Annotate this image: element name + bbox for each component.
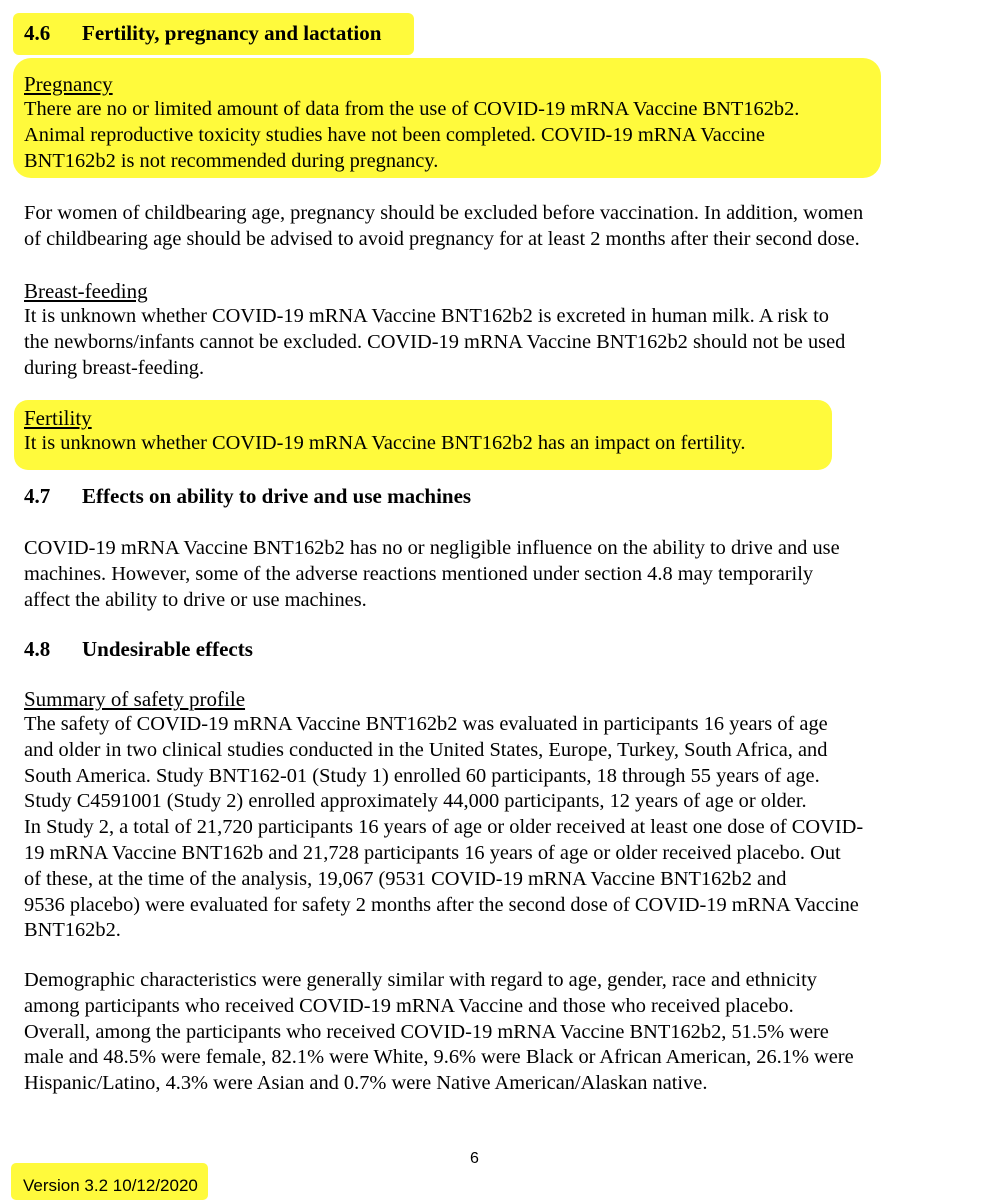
paragraph-line: affect the ability to drive or use machines. xyxy=(24,588,367,611)
paragraph-line: during breast-feeding. xyxy=(24,356,205,379)
paragraph-line: South America. Study BNT162-01 (Study 1) enrolled 60 participants, 18 through 55 years of age. xyxy=(24,764,820,787)
paragraph-line: 19 mRNA Vaccine BNT162b and 21,728 participants 16 years of age or older received placebo. Out xyxy=(24,841,841,864)
safety-subheading: Summary of safety profile xyxy=(24,687,246,711)
paragraph-line: COVID-19 mRNA Vaccine BNT162b2 has no or negligible influence on the ability to drive and use xyxy=(24,537,840,559)
paragraph-line: male and 48.5% were female, 82.1% were White, 9.6% were Black or African American, 26.1% were xyxy=(24,1046,854,1069)
paragraph-line: of childbearing age should be advised to avoid pregnancy for at least 2 months after their second dose. xyxy=(24,227,860,250)
section-title: Fertility, pregnancy and lactation xyxy=(82,21,382,45)
paragraph-line: Hispanic/Latino, 4.3% were Asian and 0.7% were Native American/Alaskan native. xyxy=(24,1072,708,1095)
paragraph-line: machines. However, some of the adverse reactions mentioned under section 4.8 may temporarily xyxy=(24,562,814,585)
breastfeeding-paragraph xyxy=(24,304,845,381)
paragraph-line: the newborns/infants cannot be excluded. COVID-19 mRNA Vaccine BNT162b2 should not be used xyxy=(24,330,846,353)
paragraph-line: BNT162b2 is not recommended during pregnancy. xyxy=(24,149,439,172)
breastfeeding-subheading: Breast-feeding xyxy=(24,279,148,303)
paragraph-line: Demographic characteristics were generally similar with regard to age, gender, race and ethnicity xyxy=(24,969,817,991)
childbearing-paragraph xyxy=(24,201,863,253)
paragraph-line: In Study 2, a total of 21,720 participants 16 years of age or older received at least one dose of COVID- xyxy=(24,816,864,839)
paragraph-line: It is unknown whether COVID-19 mRNA Vaccine BNT162b2 is excreted in human milk. A risk to xyxy=(24,305,829,327)
version-label: Version 3.2 10/12/2020 xyxy=(23,1176,198,1195)
paragraph-line: Overall, among the participants who received COVID-19 mRNA Vaccine BNT162b2, 51.5% were xyxy=(24,1020,829,1043)
paragraph-line: and older in two clinical studies conducted in the United States, Europe, Turkey, South Africa, and xyxy=(24,738,828,761)
section-4-7-paragraph xyxy=(24,536,840,613)
fertility-paragraph xyxy=(24,431,745,457)
paragraph-line: For women of childbearing age, pregnancy should be excluded before vaccination. In addition, women xyxy=(24,202,864,224)
paragraph-line: It is unknown whether COVID-19 mRNA Vaccine BNT162b2 has an impact on fertility. xyxy=(24,432,746,454)
section-number: 4.6 xyxy=(24,21,51,45)
fertility-subheading: Fertility xyxy=(24,406,92,430)
paragraph-line: of these, at the time of the analysis, 19,067 (9531 COVID-19 mRNA Vaccine BNT162b2 and xyxy=(24,867,787,890)
paragraph-line: The safety of COVID-19 mRNA Vaccine BNT162b2 was evaluated in participants 16 years of age xyxy=(24,713,828,735)
safety-paragraph xyxy=(24,712,863,944)
section-4-8-heading xyxy=(24,636,253,662)
pregnancy-paragraph xyxy=(24,97,799,174)
section-title: Effects on ability to drive and use machines xyxy=(82,484,472,508)
section-4-6-heading xyxy=(24,20,381,46)
section-4-7-heading xyxy=(24,483,471,509)
paragraph-line: Study C4591001 (Study 2) enrolled approximately 44,000 participants, 12 years of age or older. xyxy=(24,790,807,813)
paragraph-line: 9536 placebo) were evaluated for safety 2 months after the second dose of COVID-19 mRNA Vaccine xyxy=(24,893,859,916)
section-number: 4.8 xyxy=(24,637,51,661)
demographics-paragraph xyxy=(24,968,854,1097)
paragraph-line: among participants who received COVID-19 mRNA Vaccine and those who received placebo. xyxy=(24,994,794,1017)
page-number: 6 xyxy=(470,1150,479,1167)
pregnancy-subheading: Pregnancy xyxy=(24,72,113,96)
section-title: Undesirable effects xyxy=(82,637,253,661)
paragraph-line: Animal reproductive toxicity studies have not been completed. COVID-19 mRNA Vaccine xyxy=(24,123,765,146)
paragraph-line: BNT162b2. xyxy=(24,919,121,942)
section-number: 4.7 xyxy=(24,484,51,508)
paragraph-line: There are no or limited amount of data from the use of COVID-19 mRNA Vaccine BNT162b2. xyxy=(24,98,800,120)
